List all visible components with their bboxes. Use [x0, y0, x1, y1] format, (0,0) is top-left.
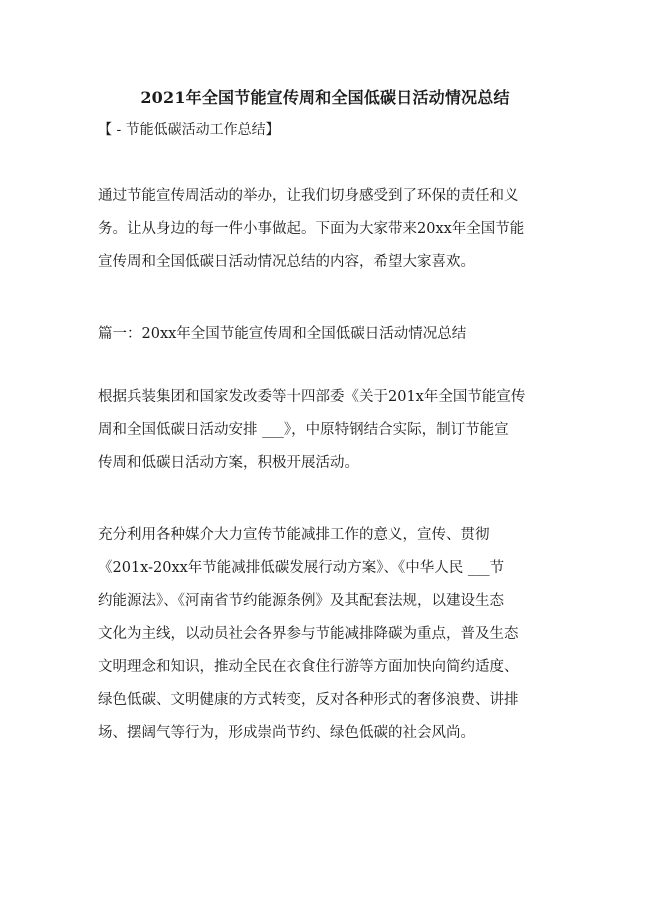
paragraph-line: 文明理念和知识，推动全民在衣食住行游等方面加快向简约适度、	[98, 659, 519, 675]
document-subtitle: 【 - 节能低碳活动工作总结】	[98, 122, 280, 138]
paragraph-line: 绿色低碳、文明健康的方式转变，反对各种形式的奢侈浪费、讲排	[98, 692, 519, 708]
paragraph-line: 充分利用各种媒介大力宣传节能减排工作的意义，宣传、贯彻	[98, 527, 490, 543]
paragraph-line: 宣传周和全国低碳日活动情况总结的内容，希望大家喜欢。	[98, 254, 475, 270]
paragraph-line: 传周和低碳日活动方案，积极开展活动。	[98, 455, 359, 471]
paragraph-line: 根据兵装集团和国家发改委等十四部委《关于201x年全国节能宣传	[98, 389, 526, 405]
paragraph-line: 务。让从身边的每一件小事做起。下面为大家带来20xx年全国节能	[98, 221, 525, 237]
paragraph-line: 篇一：20xx年全国节能宣传周和全国低碳日活动情况总结	[98, 326, 467, 342]
body-paragraph-1	[98, 381, 568, 480]
paragraph-line: 约能源法》、《河南省节约能源条例》及其配套法规，以建设生态	[98, 593, 504, 609]
paragraph-line: 周和全国低碳日活动安排 ___》，中原特钢结合实际，制订节能宣	[98, 422, 509, 438]
intro-paragraph	[98, 180, 568, 279]
paragraph-line: 场、摆阔气等行为，形成崇尚节约、绿色低碳的社会风尚。	[98, 725, 475, 741]
paragraph-line: 《201x-20xx年节能减排低碳发展行动方案》、《中华人民 ___节	[98, 560, 505, 576]
paragraph-line: 通过节能宣传周活动的举办，让我们切身感受到了环保的责任和义	[98, 188, 519, 204]
section-heading	[98, 318, 568, 351]
document-title: 2021年全国节能宣传周和全国低碳日活动情况总结	[140, 88, 510, 107]
body-paragraph-2	[98, 519, 568, 750]
paragraph-line: 文化为主线，以动员社会各界参与节能减排降碳为重点，普及生态	[98, 626, 519, 642]
